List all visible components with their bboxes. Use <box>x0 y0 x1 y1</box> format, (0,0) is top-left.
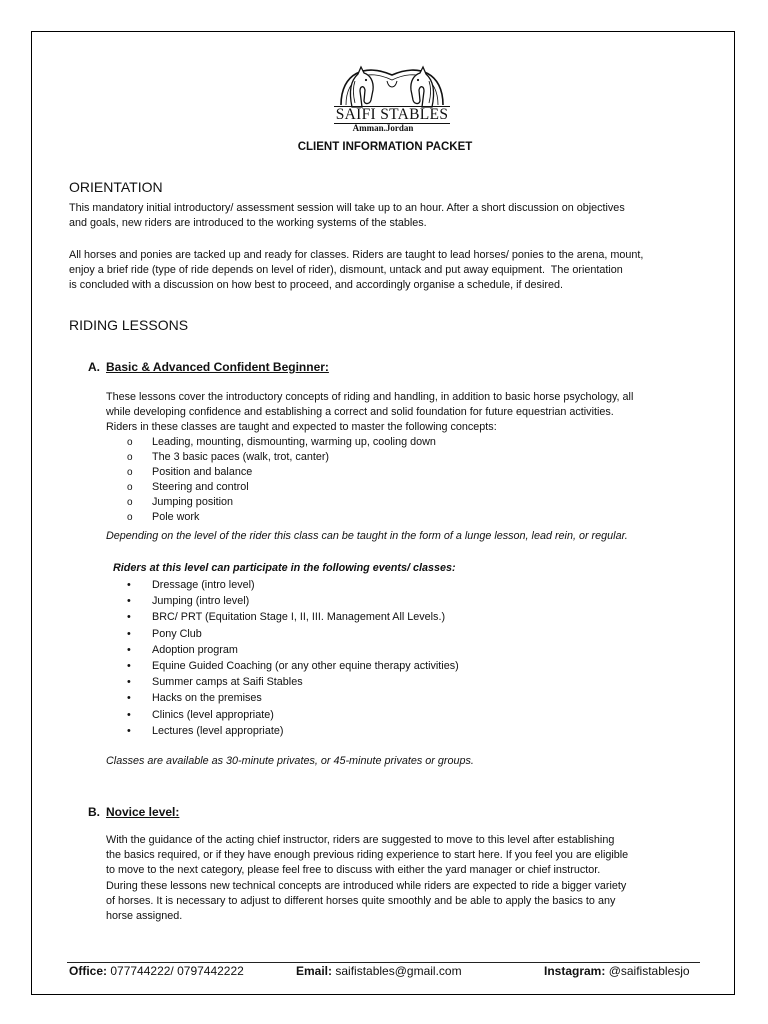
orientation-heading: ORIENTATION <box>69 179 163 195</box>
logo-centre-ornament-icon <box>387 81 397 87</box>
horse-head-right-icon <box>411 67 434 107</box>
bullet-icon: • <box>127 692 131 705</box>
section-b-marker: B. <box>88 805 100 819</box>
section-a-marker: A. <box>88 360 100 374</box>
bullet-icon: • <box>127 676 131 689</box>
list-item <box>106 690 459 706</box>
footer-email-label: Email: <box>296 964 333 978</box>
list-item <box>106 593 459 609</box>
paragraph-line: All horses and ponies are tacked up and ready for classes. Riders are taught to lead horses/ ponies to the arena, mount, <box>69 249 644 261</box>
bullet-icon: • <box>127 579 131 591</box>
list-item-text: BRC/ PRT (Equitation Stage I, II, III. Management All Levels.) <box>152 611 446 624</box>
footer-office <box>69 963 244 979</box>
list-item <box>106 642 459 658</box>
section-b-title: Novice level: <box>106 805 180 819</box>
list-item-text: Equine Guided Coaching (or any other equine therapy activities) <box>152 659 459 672</box>
logo-horses-icon <box>337 59 447 109</box>
list-item-text: Dressage (intro level) <box>152 579 255 591</box>
section-a-heading <box>88 359 329 375</box>
list-marker: o <box>127 512 133 523</box>
section-a-title: Basic & Advanced Confident Beginner: <box>106 360 329 374</box>
section-a-body <box>106 390 633 525</box>
list-item <box>106 510 633 525</box>
paragraph-line: This mandatory initial introductory/ assessment session will take up to an hour. After a short discussion on objectives <box>69 202 625 214</box>
paragraph-line: Riders in these classes are taught and expected to master the following concepts: <box>106 421 497 433</box>
list-item-text: Lectures (level appropriate) <box>152 724 284 737</box>
orientation-paragraph-1 <box>69 201 625 231</box>
list-marker: o <box>127 437 133 448</box>
section-a-availability <box>106 754 474 769</box>
note-text: Depending on the level of the rider this class can be taught in the form of a lunge lesson, lead rein, or regular. <box>106 530 628 542</box>
bullet-icon: • <box>127 611 131 624</box>
list-marker: o <box>127 467 133 478</box>
logo-brand-name <box>326 106 458 124</box>
list-item <box>106 609 459 625</box>
section-b-body <box>106 833 628 924</box>
list-item-text: Leading, mounting, dismounting, warming up, cooling down <box>152 436 436 448</box>
list-item-text: Jumping position <box>152 496 234 508</box>
list-item <box>106 480 633 495</box>
footer-email <box>296 963 462 979</box>
footer-office-value: 077744222/ 0797442222 <box>110 964 244 978</box>
availability-text: Classes are available as 30-minute privates, or 45-minute privates or groups. <box>106 755 474 767</box>
list-item <box>106 465 633 480</box>
bullet-icon: • <box>127 659 131 672</box>
paragraph-line: These lessons cover the introductory concepts of riding and handling, in addition to basic horse psychology, all <box>106 391 634 403</box>
list-item-text: Hacks on the premises <box>152 692 262 705</box>
paragraph-line: horse assigned. <box>106 910 183 923</box>
list-item-text: Position and balance <box>152 466 253 478</box>
paragraph-line: to move to the next category, please feel free to discuss with either the yard manager or chief instructor. <box>106 864 601 877</box>
list-item <box>106 674 459 690</box>
paragraph-line: enjoy a brief ride (type of ride depends on level of rider), dismount, untack and put away equipment. The orientation <box>69 264 623 276</box>
bullet-icon: • <box>127 627 131 640</box>
list-item-text: The 3 basic paces (walk, trot, canter) <box>152 451 330 463</box>
paragraph-line: During these lessons new technical concepts are introduced while riders are expected to ride a bigger variety <box>106 879 627 892</box>
paragraph-line: the basics required, or if they have enough previous riding experience to start here. If you feel you are eligible <box>106 849 629 862</box>
footer-instagram <box>544 963 690 979</box>
bullet-icon: • <box>127 643 131 656</box>
events-list <box>106 577 459 739</box>
section-b-heading <box>88 804 179 820</box>
section-a-note <box>106 529 628 544</box>
bullet-icon: • <box>127 708 131 721</box>
footer-instagram-value: @saifistablesjo <box>608 964 690 978</box>
events-heading-text: Riders at this level can participate in the following events/ classes: <box>113 562 456 574</box>
list-item <box>106 450 633 465</box>
concepts-list <box>106 435 633 525</box>
logo-brand-text: SAIFI STABLES <box>335 106 449 123</box>
page-title: CLIENT INFORMATION PACKET <box>297 141 473 153</box>
footer-office-label: Office: <box>69 964 108 978</box>
bullet-icon: • <box>127 724 131 737</box>
list-item <box>106 577 459 593</box>
riding-lessons-heading: RIDING LESSONS <box>69 317 189 333</box>
list-item-text: Adoption program <box>152 643 238 656</box>
list-item-text: Clinics (level appropriate) <box>152 708 274 721</box>
paragraph-line: With the guidance of the acting chief instructor, riders are suggested to move to this level after establishing <box>106 834 615 846</box>
list-marker: o <box>127 452 133 463</box>
orientation-paragraph-2 <box>69 248 643 293</box>
list-marker: o <box>127 482 133 493</box>
list-item-text: Pole work <box>152 511 200 523</box>
list-item <box>106 658 459 674</box>
list-item-text: Steering and control <box>152 481 249 493</box>
paragraph-line: is concluded with a discussion on how best to proceed, and accordingly organise a schedule, if desired. <box>69 279 563 291</box>
footer-email-value: saifistables@gmail.com <box>335 964 462 978</box>
list-item <box>106 707 459 723</box>
footer-instagram-label: Instagram: <box>544 964 606 978</box>
list-item-text: Pony Club <box>152 627 202 640</box>
list-item <box>106 626 459 642</box>
list-item-text: Summer camps at Saifi Stables <box>152 676 303 689</box>
list-item <box>106 495 633 510</box>
logo-location: Amman.Jordan <box>352 123 414 133</box>
horse-head-left-icon <box>350 67 373 107</box>
events-block <box>106 577 459 739</box>
list-item <box>106 723 459 739</box>
list-item <box>106 435 633 450</box>
paragraph-line: of horses. It is necessary to adjust to different horses quite smoothly and be able to apply the basics to any <box>106 894 616 907</box>
paragraph-line: while developing confidence and establishing a correct and solid foundation for future equestrian activities. <box>106 406 614 418</box>
list-item-text: Jumping (intro level) <box>152 595 250 608</box>
events-heading <box>113 561 456 576</box>
paragraph-line: and goals, new riders are introduced to the working systems of the stables. <box>69 217 427 229</box>
list-marker: o <box>127 497 133 508</box>
bullet-icon: • <box>127 595 131 608</box>
